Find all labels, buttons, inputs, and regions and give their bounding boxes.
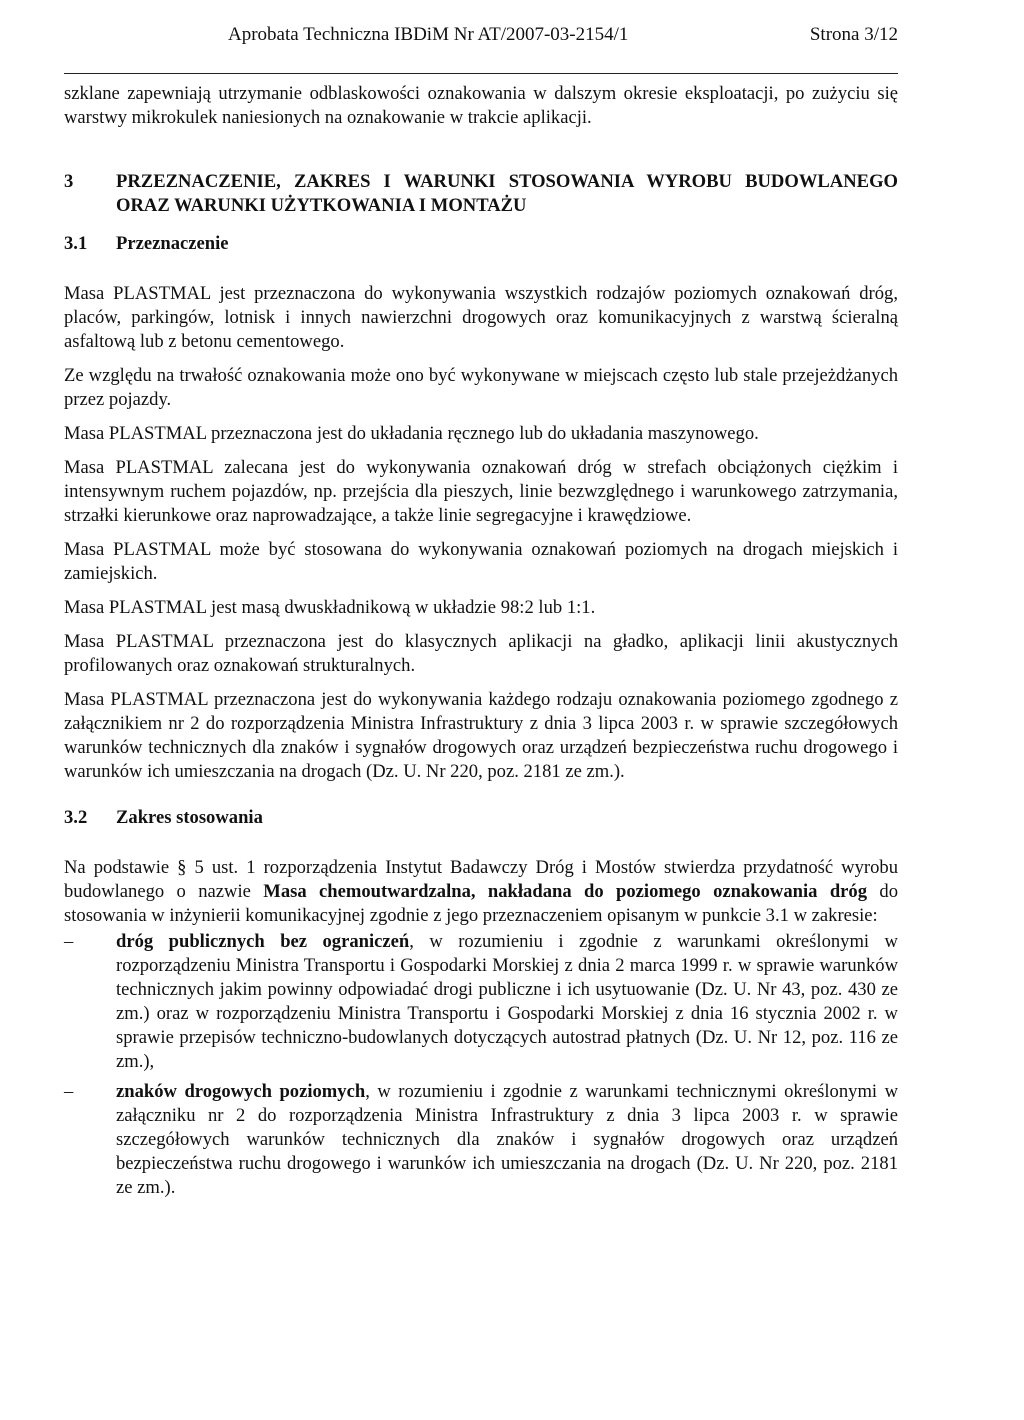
section-3-1-number: 3.1 <box>64 233 88 254</box>
list-dash: – <box>64 931 74 952</box>
scope-text-start: Na podstawie § 5 ust. 1 rozporządzenia Instytut Badawczy Dróg i Mostów stwierdza przydatność wyrobu budowlanego o nazwie <box>64 857 898 902</box>
product-name: Masa chemoutwardzalna, nakładana do poziomego oznakowania dróg <box>263 881 868 902</box>
paragraph: Masa PLASTMAL jest masą dwuskładnikową w układzie 98:2 lub 1:1. <box>64 597 596 618</box>
page-number: Strona 3/12 <box>809 24 898 45</box>
paragraph: Masa PLASTMAL może być stosowana do wykonywania oznakowań poziomych na drogach miejskich i zamiejskich. <box>64 539 898 584</box>
list-item-bold: dróg publicznych bez ograniczeń <box>116 931 410 952</box>
scope-list <box>64 930 898 1200</box>
section-3-title: PRZEZNACZENIE, ZAKRES I WARUNKI STOSOWANIA WYROBU BUDOWLANEGO ORAZ WARUNKI UŻYTKOWANIA I MONTAŻU <box>116 171 898 216</box>
section-3-2-number: 3.2 <box>64 807 88 828</box>
section-3-2-title: Zakres stosowania <box>116 807 263 828</box>
section-3-2-heading <box>64 806 898 830</box>
list-item-text: , w rozumieniu i zgodnie z warunkami technicznymi określonymi w załączniku nr 2 do rozporządzenia Ministra Infrastruktury z dnia 3 lipca 2003 r. w sprawie szczegółowych warunków technicznych dla znaków i sygnałów drogowych oraz urządzeń bezpieczeństwa ruchu drogowego i warunków ich umieszczania na drogach (Dz. U. Nr 220, poz. 2181 ze zm.). <box>116 1081 899 1198</box>
header-rule <box>64 73 898 74</box>
list-item-text: , w rozumieniu i zgodnie z warunkami określonymi w rozporządzeniu Ministra Transportu i Gospodarki Morskiej z dnia 2 marca 1999 r. w sprawie warunków technicznych jakim powinny odpowiadać drogi publiczne i ich usytuowanie (Dz. U. Nr 43, poz. 430 ze zm.) oraz w rozporządzeniu Ministra Transportu i Gospodarki Morskiej z dnia 16 stycznia 2002 r. w sprawie przepisów techniczno-budowlanych dotyczących autostrad płatnych (Dz. U. Nr 12, poz. 116 ze zm.), <box>116 931 898 1072</box>
document-title: Aprobata Techniczna IBDiM Nr AT/2007-03-2154/1 <box>228 24 629 45</box>
paragraph: Masa PLASTMAL zalecana jest do wykonywania oznakowań dróg w strefach obciążonych ciężkim i intensywnym ruchem pojazdów, np. przejścia dla pieszych, linie bezwzględnego i warunkowego zatrzymania, strzałki kierunkowe oraz naprowadzające, a także linie segregacyjne i krawędziowe. <box>64 457 898 526</box>
list-item <box>64 930 898 1074</box>
scope-text-end: do stosowania w inżynierii komunikacyjnej zgodnie z jego przeznaczeniem opisanym w punkcie 3.1 w zakresie: <box>64 881 899 926</box>
list-item-bold: znaków drogowych poziomych <box>116 1081 366 1102</box>
section-3-1-heading <box>64 232 898 256</box>
scope-paragraph <box>64 856 898 928</box>
section-3-1-title: Przeznaczenie <box>116 233 229 254</box>
paragraph: Masa PLASTMAL przeznaczona jest do wykonywania każdego rodzaju oznakowania poziomego zgodnego z załącznikiem nr 2 do rozporządzenia Ministra Infrastruktury z dnia 3 lipca 2003 r. w sprawie szczegółowych warunków technicznych dla znaków i sygnałów drogowych oraz urządzeń bezpieczeństwa ruchu drogowego i warunków ich umieszczania na drogach (Dz. U. Nr 220, poz. 2181 ze zm.). <box>64 689 898 782</box>
paragraph: Ze względu na trwałość oznakowania może ono być wykonywane w miejscach często lub stale przejeżdżanych przez pojazdy. <box>64 365 898 410</box>
intro-paragraph: szklane zapewniają utrzymanie odblaskowości oznakowania w dalszym okresie eksploatacji, po zużyciu się warstwy mikrokulek naniesionych na oznakowanie w trakcie aplikacji. <box>64 83 898 128</box>
paragraph: Masa PLASTMAL przeznaczona jest do układania ręcznego lub do układania maszynowego. <box>64 423 759 444</box>
list-dash: – <box>64 1081 74 1102</box>
document-body <box>64 82 898 1206</box>
paragraph: Masa PLASTMAL przeznaczona jest do klasycznych aplikacji na gładko, aplikacji linii akustycznych profilowanych oraz oznakowań strukturalnych. <box>64 631 898 676</box>
paragraph: Masa PLASTMAL jest przeznaczona do wykonywania wszystkich rodzajów poziomych oznakowań dróg, placów, parkingów, lotnisk i innych nawierzchni drogowych oraz komunikacyjnych z warstwą ścieralną asfaltową lub z betonu cementowego. <box>64 283 898 352</box>
section-3-heading <box>64 170 898 218</box>
list-item <box>64 1080 898 1200</box>
section-3-number: 3 <box>64 171 74 192</box>
